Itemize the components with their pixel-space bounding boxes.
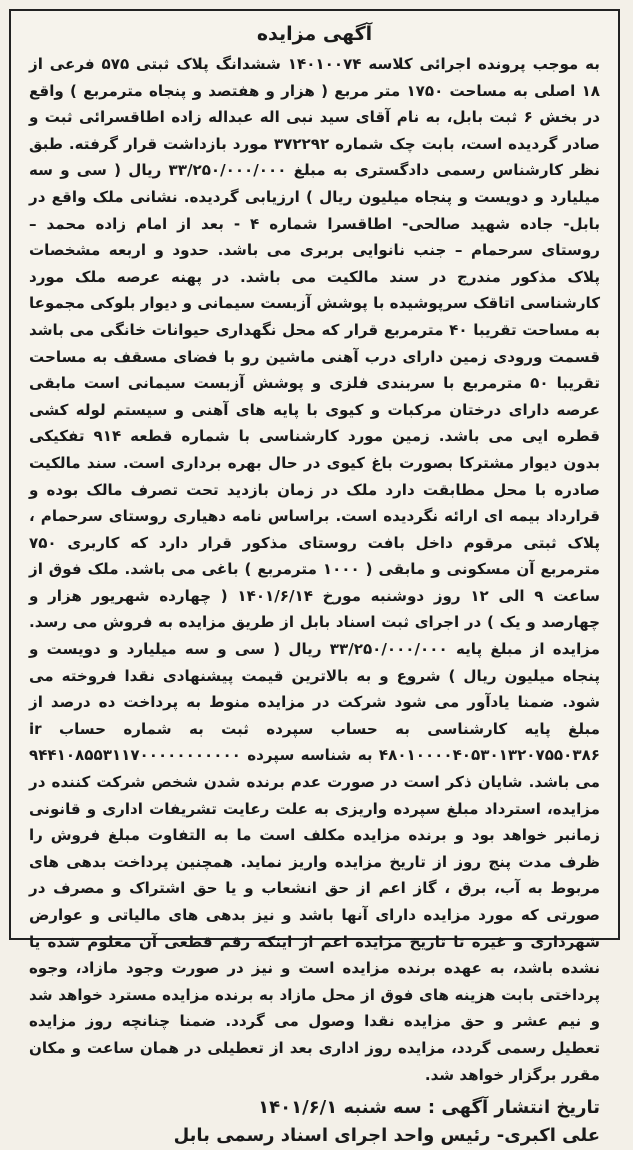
- notice-body-text: به موجب پرونده اجرائی کلاسه ۱۴۰۱۰۰۷۴ ششدانگ پلاک ثبتی ۵۷۵ فرعی از ۱۸ اصلی به مساحت ۱۷۵۰ متر مربع ( هزار و هفتصد و پنجاه مترمربع ) واقع در بخش ۶ ثبت بابل، به نام آقای سید نبی اله عبداله زاده اطاقسرائی ثبت و صادر گردیده است، بابت چک شماره ۳۷۲۲۹۲ مورد بازداشت قرار گرفته. طبق نظر کارشناس رسمی دادگستری به مبلغ ۳۳/۲۵۰/۰۰۰/۰۰۰ ریال ( سی و سه میلیارد و دویست و پنجاه میلیون ریال ) ارزیابی گردیده. نشانی ملک واقع در بابل- جاده شهید صالحی- اطاقسرا شماره ۴ - بعد از امام زاده محمد – روستای سرحمام – جنب نانوایی بربری می باشد. حدود و اربعه مشخصات پلاک مذکور مندرج در سند مالکیت می باشد. در پهنه عرصه ملک مورد کارشناسی اتاقک سرپوشیده با پوشش آزبست سیمانی و دیوار بلوکی مجموعا به مساحت تقریبا ۴۰ مترمربع قرار که محل نگهداری حیوانات خانگی می باشد قسمت ورودی زمین دارای درب آهنی ماشین رو با فضای مسقف به مساحت تقریبا ۵۰ مترمربع با سربندی فلزی و پوشش آزبست سیمانی است مابقی عرصه دارای درختان مرکبات و کیوی با پایه های آهنی و سیستم لوله کشی قطره ایی می باشد. زمین مورد کارشناسی با شماره قطعه ۹۱۴ تفکیکی بدون دیوار مشترکا بصورت باغ کیوی در حال بهره برداری است. سند مالکیت صادره با محل مطابقت دارد ملک در زمان بازدید تحت تصرف مالک بوده و قرارداد بیمه ای ارائه نگردیده است. براساس نامه دهیاری روستای سرحمام ، پلاک ثبتی مرقوم داخل بافت روستای مذکور قرار دارد که کاربری ۷۵۰ مترمربع آن مسکونی و مابقی ( ۱۰۰۰ مترمربع ) باغی می باشد. ملک فوق از ساعت ۹ الی ۱۲ روز دوشنبه مورخ ۱۴۰۱/۶/۱۴ ( چهارده شهریور هزار و چهارصد و یک ) در اجرای ثبت اسناد بابل از طریق مزایده به فروش می رسد. مزایده از مبلغ پایه ۳۳/۲۵۰/۰۰۰/۰۰۰ ریال ( سی و سه میلیارد و دویست و پنجاه میلیون ریال ) شروع و به بالاترین قیمت پیشنهادی نقدا فروخته می شود. ضمنا یادآور می شود شرکت در مزایده منوط به پرداخت ده درصد از مبلغ پایه کارشناسی به حساب سپرده ثبت به شماره حساب ir ۴۸۰۱۰۰۰۰۴۰۵۳۰۱۳۲۰۷۵۵۰۳۸۶ به شناسه سپرده ۹۴۴۱۰۸۵۵۳۱۱۷۰۰۰۰۰۰۰۰۰۰۰ می باشد. شایان ذکر است در صورت عدم برنده شدن شخص شرکت کننده در مزایده، استرداد مبلغ سپرده واریزی به علت رعایت تشریفات اداری و قانونی زمانبر خواهد بود و برنده مزایده مکلف است ما به التفاوت مبلغ فروش را ظرف مدت پنج روز از تاریخ مزایده واریز نماید. همچنین پرداخت بدهی های مربوط به آب، برق ، گاز اعم از حق انشعاب و یا حق اشتراک و مصرف در صورتی که مورد مزایده دارای آنها باشد و نیز بدهی های مالیاتی و عوارض شهرداری و غیره تا تاریخ مزایده اعم از اینکه رقم قطعی آن معلوم شده یا نشده باشد، به عهده برنده مزایده است و نیز در صورت وجود مازاد، وجوه پرداختی بابت هزینه های فوق از محل مازاد به برنده مزایده مسترد خواهد شد و نیم عشر و حق مزایده نقدا وصول می گردد. ضمنا چنانچه روز مزایده تعطیل رسمی گردد، مزایده روز اداری بعد از تعطیلی در همان ساعت و مکان مقرر برگزار خواهد شد.: [29, 55, 601, 1084]
- notice-title: آگهی مزایده: [256, 23, 373, 45]
- notice-body: [11, 51, 618, 1088]
- signature-line: علی اکبری- رئیس واحد اجرای اسناد رسمی بابل: [173, 1125, 600, 1147]
- publish-date: تاریخ انتشار آگهی : سه شنبه ۱۴۰۱/۶/۱: [258, 1097, 600, 1119]
- notice-frame: [9, 9, 620, 1147]
- notice-footer: [11, 1088, 618, 1150]
